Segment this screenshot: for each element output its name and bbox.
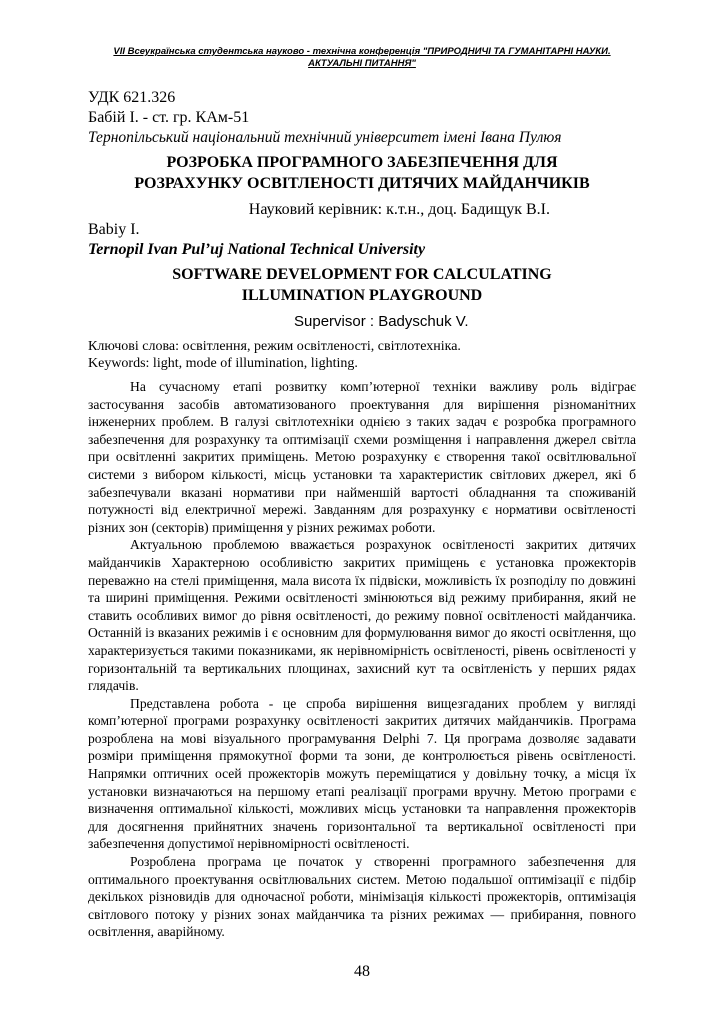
page-number: 48 xyxy=(354,963,370,980)
title-en xyxy=(88,264,636,306)
title-en-line-1: SOFTWARE DEVELOPMENT FOR CALCULATING xyxy=(172,266,552,283)
running-header-line-2: АКТУАЛЬНІ ПИТАННЯ" xyxy=(308,58,416,69)
title-ua xyxy=(88,152,636,194)
title-ua-line-2: РОЗРАХУНКУ ОСВІТЛЕНОСТІ ДИТЯЧИХ МАЙДАНЧИКІВ xyxy=(134,175,590,192)
affiliation-en: Ternopil Ivan Pul’uj National Technical University xyxy=(88,241,426,258)
affiliation-ua: Тернопільський національний технічний університет імені Івана Пулюя xyxy=(88,129,562,146)
udk-code: УДК 621.326 xyxy=(88,89,176,106)
paragraph-4: Розроблена програма це початок у створенні програмного забезпечення для оптимального проектування освітлювальних систем. Метою подальшої оптимізації є підбір декількох різновидів для одночасної роботи, мінімізація кількості прожекторів, оптимізація світлового потоку у різних зонах майданчика та різних режимах — прибирання, повного освітлення, аварійному. xyxy=(88,854,636,940)
supervisor-en: Supervisor : Badyschuk V. xyxy=(294,313,469,330)
author-en: Babiy I. xyxy=(88,221,140,238)
keywords-en: Keywords: light, mode of illumination, lighting. xyxy=(88,356,358,371)
supervisor-ua: Науковий керівник: к.т.н., доц. Бадищук В.І. xyxy=(248,201,550,218)
author-ua: Бабій І. - ст. гр. КАм-51 xyxy=(88,109,250,126)
paragraph-2: Актуальною проблемою вважається розрахунок освітленості закритих дитячих майданчиків Характерною особливістю закритих приміщень є установка прожекторів переважно на стелі приміщення, мала висота їх підвіски, можливість їх розподілу по довжині та ширині приміщення. Режими освітленості змінюються від режиму прибирання, який не ставить особливих вимог до рівня освітленості, до режиму повної освітленості майданчика. Останній із вказаних режимів і є основним для формулювання вимог до якості освітлення, що характеризується такими показниками, як нерівномірність освітленості, рівень освітленості у горизонтальній та вертикальних площинах, захисний кут та освітленість у перших рядах глядачів. xyxy=(88,537,636,694)
title-en-line-2: ILLUMINATION PLAYGROUND xyxy=(241,287,483,304)
paragraph-1: На сучасному етапі розвитку комп’ютерної техніки важливу роль відіграє застосування засобів автоматизованого проектування для вирішення різноманітних інженерних проблем. В галузі світлотехніки однією з таких задач є розробка програмного забезпечення для розрахунку та оптимізації схеми розміщення і направлення джерел світла при освітленні закритих приміщень. Метою розрахунку є створення такої освітлювальної системи з вибором кількості, місць установки та характеристик світлових джерел, які б забезпечували вказані нормативи при найменшій вартості обладнання та споживаній потужності від електричної мережі. Завданням для розрахунку є нормативи освітленості різних зон (секторів) приміщення у різних режимах роботи. xyxy=(88,379,636,535)
keywords-ua: Ключові слова: освітлення, режим освітленості, світлотехніка. xyxy=(88,339,461,354)
running-header-line-1: VII Всеукраїнська студентська науково - технічна конференція "ПРИРОДНИЧІ ТА ГУМАНІТАРНІ НАУКИ. xyxy=(113,46,611,57)
body-text xyxy=(88,378,636,941)
paragraph-3: Представлена робота - це спроба вирішення вищезгаданих проблем у вигляді комп’ютерної програми розрахунку освітленості закритих дитячих майданчиків. Програма розроблена на мові візуального програмування Delphi 7. Ця програма дозволяє задавати розміри приміщення прямокутної форми та зони, де контролюється рівень освітленості. Напрямки оптичних осей прожекторів можуть переміщатися у довільну точку, а місця їх установки визначаються на першому етапі реалізації програми вручну. Метою програми є визначення оптимальної кількості, можливих місць установки та направлення прожекторів для досягнення прийнятних значень горизонтальної та вертикальної освітленості при забезпечення допустимої нерівномірності освітленості. xyxy=(88,695,636,852)
title-ua-line-1: РОЗРОБКА ПРОГРАМНОГО ЗАБЕЗПЕЧЕННЯ ДЛЯ xyxy=(166,154,558,171)
conference-running-header xyxy=(88,46,636,70)
